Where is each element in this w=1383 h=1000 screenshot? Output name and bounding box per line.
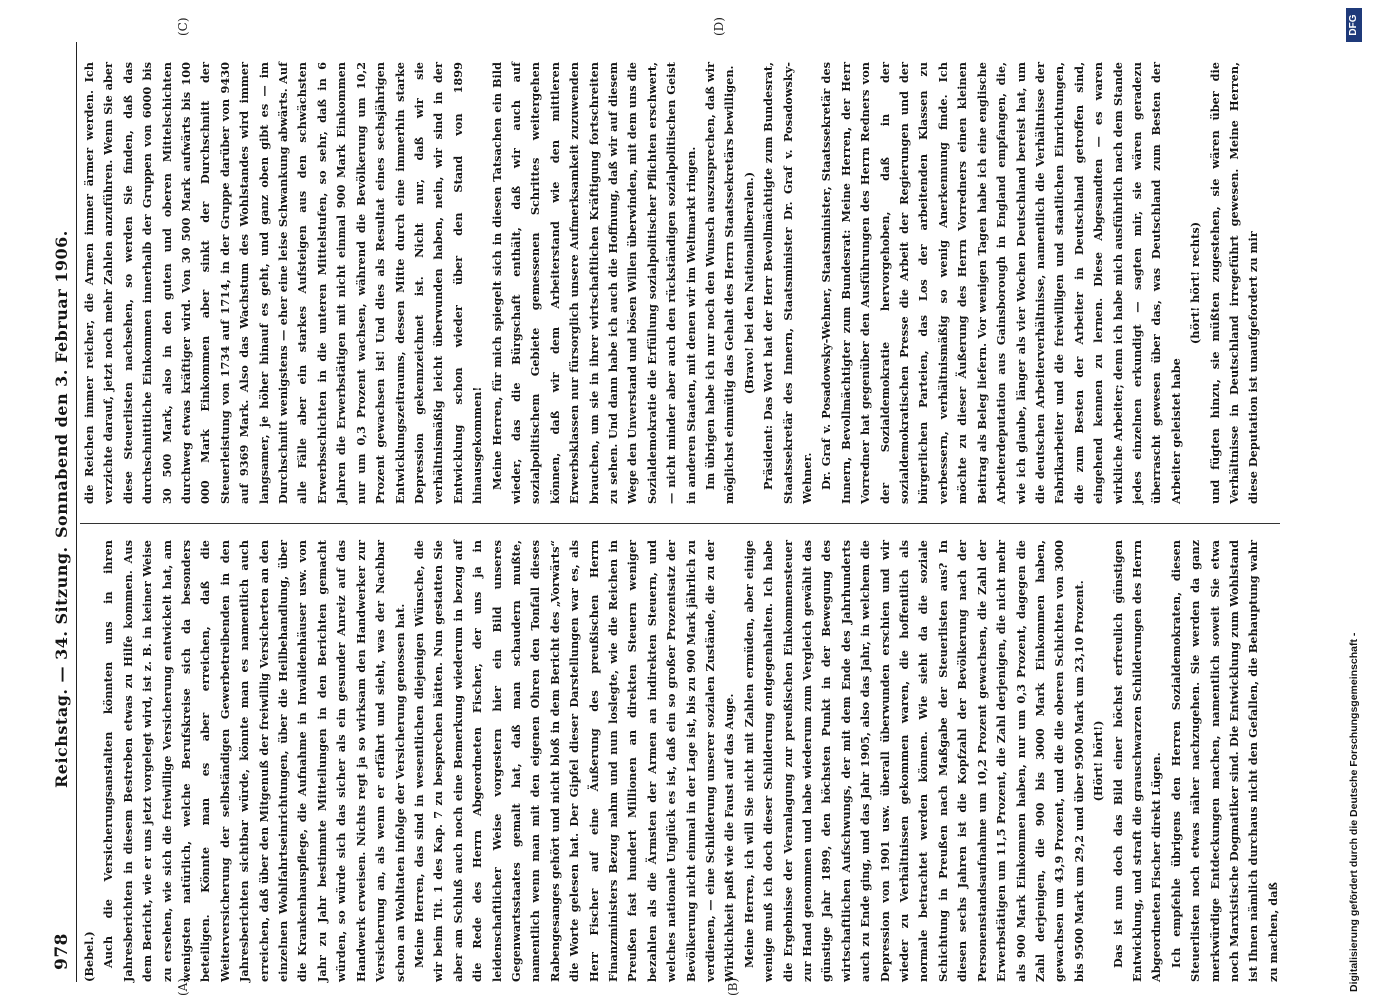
- digitization-note: Digitalisierung gefördert durch die Deutsche Forschungsgemeinschaft -: [1348, 632, 1360, 992]
- paragraph: Meine Herren, für mich spiegelt sich in diesen Tatsachen ein Bild wieder, das die Bürgschaft enthält, daß wir auch auf sozialpolitischem Gebiete gemessenen Schrittes weitergehen können, daß wir dem Arbeiterstand wie den mittleren Erwerbsklassen nur fürsorglich unsere Aufmerksamkeit zuzuwenden brauchen, um sie in ihrer wirtschaftlichen Kräftigung fortschreiten zu sehen. Und dann habe ich auch die Hoffnung, daß wir auf diesem Wege den Unverstand und bösen Willen überwinden, mit dem uns die Sozialdemokratie die Erfüllung sozialpolitischer Pflichten erschwert, — nicht minder aber auch den rückständigen sozialpolitischen Geist in anderen Staaten, mit denen wir im Weltmarkt ringen.: [489, 62, 698, 504]
- speaker-label: (Bebel.): [82, 931, 96, 982]
- dfg-logo: DFG: [1346, 8, 1362, 42]
- paragraph: die Reichen immer reicher, die Armen immer ärmer werden. Ich verzichte darauf, jetzt noch mehr Zahlen anzuführen. Wenn Sie aber diese Steuerlisten nachsehen, so werden Sie finden, daß das durchschnittliche Einkommen innerhalb der Gruppen von 6000 bis 30 500 Mark, also in den guten und oberen Mittelschichten durchweg etwas kräftiger wird. Von 30 500 Mark aufwärts bis 100 000 Mark Einkommen aber sinkt der Durchschnitt der Steuerleistung von 1734 auf 1714, in der Gruppe darüber von 9430 auf 9369 Mark. Also das Wachstum des Wohlstandes wird immer langsamer, je höher hinauf es geht, und ganz oben gibt es — im Durchschnitt wenigstens — eher eine leise Schwankung abwärts. Auf alle Fälle aber ein starkes Aufsteigen aus den schwächsten Erwerbsschichten in die unteren Mittelstufen, so sehr, daß in 6 Jahren die Erwerbstätigen mit nicht einmal 900 Mark Einkommen nur um 0,3 Prozent wachsen, während die Bevölkerung um 10,2 Prozent gewachsen ist! Und dies als Resultat eines sechsjährigen Entwicklungszeitraums, dessen Mitte durch eine immerhin starke Depression gekennzeichnet ist. Nicht nur, daß wir sie verhältnismäßig leicht überwunden haben, nein, wir sind in der Entwicklung schon wieder über den Stand von 1899 hinausgekommen!: [82, 62, 485, 504]
- paragraph: Im übrigen habe ich nur noch den Wunsch auszusprechen, daß wir möglichst einmütig das Gehalt des Herrn Staatssekretärs bewilligen.: [703, 62, 737, 504]
- paragraph: und fügten hinzu, sie müßten zugestehen, sie wären über die Verhältnisse in Deutschland irregeführt gewesen. Meine Herren, diese Deputation ist unaufgefordert zu mir: [1207, 62, 1261, 504]
- paragraph: Meine Herren, ich will Sie nicht mit Zahlen ermüden, aber einige wenige muß ich doch dieser Schilderung entgegenhalten. Ich habe die Ergebnisse der Veranlagung zur preußischen Einkommensteuer zur Hand genommen und habe wiederum zum Vergleich gewählt das günstige Jahr 1899, den höchsten Punkt in der Bewegung des wirtschaftlichen Aufschwungs, der mit dem Ende des Jahrhunderts auch zu Ende ging, und das Jahr 1905, also das Jahr, in welchem die Depression von 1901 usw. überall überwunden erschien und wir wieder zu Verhältnissen gekommen waren, die hoffentlich als normale betrachtet werden können. Wie sieht da die soziale Schichtung in Preußen nach Maßgabe der Steuerlisten aus? In diesen sechs Jahren ist die Kopfzahl der Bevölkerung nach der Personenstandsaufnahme um 10,2 Prozent gewachsen, die Zahl der Erwerbstätigen um 11,5 Prozent, die Zahl derjenigen, die nicht mehr als 900 Mark Einkommen haben, nur um 0,3 Prozent, dagegen die Zahl derjenigen, die 900 bis 3000 Mark Einkommen haben, gewachsen um 43,9 Prozent, und die die oberen Schichten von 3000 bis 9500 Mark um 29,2 und über 9500 Mark um 23,10 Prozent.: [741, 540, 1086, 982]
- paragraph: Ich empfehle übrigens den Herren Sozialdemokraten, diesen Steuerlisten noch etwas näher nachzugehen. Sie werden da ganz merkwürdige Entdeckungen machen, namentlich soweit Sie etwa noch Marxistische Dogmatiker sind. Die Entwicklung zum Wohlstand ist Ihnen nämlich durchaus nicht den Gefallen, die Behauptung wahr zu machen, daß: [1168, 540, 1280, 982]
- session-date: Sonnabend den 3. Februar 1906.: [52, 230, 71, 538]
- right-column: [80, 62, 1260, 504]
- paragraph: Das ist nun doch das Bild einer höchst erfreulich günstigen Entwicklung, und straft die grauschwarzen Schilderungen des Herrn Abgeordneten Fischer direkt Lügen.: [1110, 540, 1164, 982]
- column-divider: [80, 523, 1280, 524]
- applause-note: (Bravo! bei den Nationalliberalen.): [741, 171, 756, 395]
- paragraph: Meine Herren, das sind in wesentlichen diejenigen Wünsche, die wir beim Tit. 1 des Kap. 7 zu besprechen hätten. Nun gestatten Sie aber am Schluß auch noch eine Bemerkung wiederum in bezug auf die Rede des Herrn Abgeordneten Fischer, der uns ja in leidenschaftlicher Weise vorgestern hier ein Bild unseres Gegenwartsstaates gemalt hat, daß man schaudern mußte, namentlich wenn man mit den eigenen Ohren den Tonfall dieses Rabengesanges gehört und nicht bloß in dem Bericht des „Vorwärts“ die Worte gelesen hat. Der Gipfel dieser Darstellungen war es, als Herr Fischer auf eine Äußerung des preußischen Herrn Finanzministers Bezug nahm und nun loslegte, wie die Reichen in Preußen fast hundert Millionen an direkten Steuern weniger bezahlen als die Ärmsten der Armen an indirekten Steuern, und welches nationale Unglück es ist, daß ein so großer Prozentsatz der Bevölkerung nicht einmal in der Lage ist, bis zu 900 Mark jährlich zu verdienen, — eine Schilderung unserer sozialen Zustände, die zu der Wirklichkeit paßt wie die Faust auf das Auge.: [411, 540, 737, 982]
- page-header: [52, 38, 76, 988]
- margin-mark-a: (A): [176, 977, 190, 996]
- margin-mark-b: (B): [726, 977, 740, 996]
- left-column: [80, 540, 1280, 982]
- interjection: (hört! hört! rechts): [1188, 221, 1203, 345]
- header-rule: [76, 42, 77, 982]
- paragraph: Auch die Versicherungsanstalten könnten uns in ihren Jahresberichten in diesem Bestreben etwas zu Hilfe kommen. Aus dem Bericht, wie er uns jetzt vorgelegt wird, ist z. B. in keiner Weise zu ersehen, wie sich die freiwillige Versicherung entwickelt hat, am wenigsten natürlich, welche Berufskreise sich da besonders beteiligen. Könnte man es aber erreichen, daß die Weiterversicherung der selbständigen Gewerbetreibenden in den Jahresberichten sichtbar würde, könnte man es namentlich auch erreichen, daß über den Mitgenuß der freiwillig Versicherten an den einzelnen Wohlfahrtseinrichtungen, über die Heilbehandlung, über die Krankenhauspflege, die Aufnahme in Invalidenhäuser usw. von Jahr zu Jahr bestimmte Mitteilungen in den Berichten gemacht würden, so würde sich das sicher als ein gesunder Anreiz auf das Handwerk erweisen. Nichts regt ja so wirksam den Handwerker zur Versicherung an, als wenn er erfährt und sieht, was der Nachbar schon an Wohltaten infolge der Versicherung genossen hat.: [101, 540, 407, 982]
- interjection: (Hört! hört!): [1091, 720, 1106, 802]
- margin-mark-c: (C): [176, 17, 190, 36]
- margin-mark-d: (D): [712, 17, 726, 36]
- session-title: Reichstag. — 34. Sitzung.: [52, 546, 71, 788]
- page-number: 978: [52, 933, 72, 970]
- minister-speech: Dr. Graf v. Posadowsky-Wehner, Staatsminister, Staatssekretär des Innern, Bevollmächtigter zum Bundesrat: Meine Herren, der Herr Vorredner hat gegenüber den Ausführungen des Herrn Redners von der Sozialdemokratie hervorgehoben, daß in der sozialdemokratischen Presse die Arbeit der Regierungen und der bürgerlichen Parteien, das Los der arbeitenden Klassen zu verbessern, verhältnismäßig so wenig Anerkennung finde. Ich möchte zu dieser Äußerung des Herrn Vorredners einen kleinen Beitrag als Beleg liefern. Vor wenigen Tagen habe ich eine englische Arbeiterdeputation aus Gainsborough in England empfangen, die, wie ich glaube, länger als vier Wochen Deutschland bereist hat, um die deutschen Arbeiterverhältnisse, namentlich die Verhältnisse der Fabrikarbeiter und die freiwilligen und staatlichen Einrichtungen, die zum Besten der Arbeiter in Deutschland getroffen sind, eingehend kennen zu lernen. Diese Abgesandten — es waren wirkliche Arbeiter; denn ich habe mich ausführlich nach dem Stande jedes einzelnen erkundigt — sagten mir, sie wären geradezu überrascht gewesen über das, was Deutschland zum Besten der Arbeiter geleistet habe: [819, 62, 1183, 504]
- president-statement: Präsident: Das Wort hat der Herr Bevollmächtigte zum Bundesrat, Staatssekretär des Innern, Staatsminister Dr. Graf v. Posadowsky-Wehner.: [761, 62, 815, 504]
